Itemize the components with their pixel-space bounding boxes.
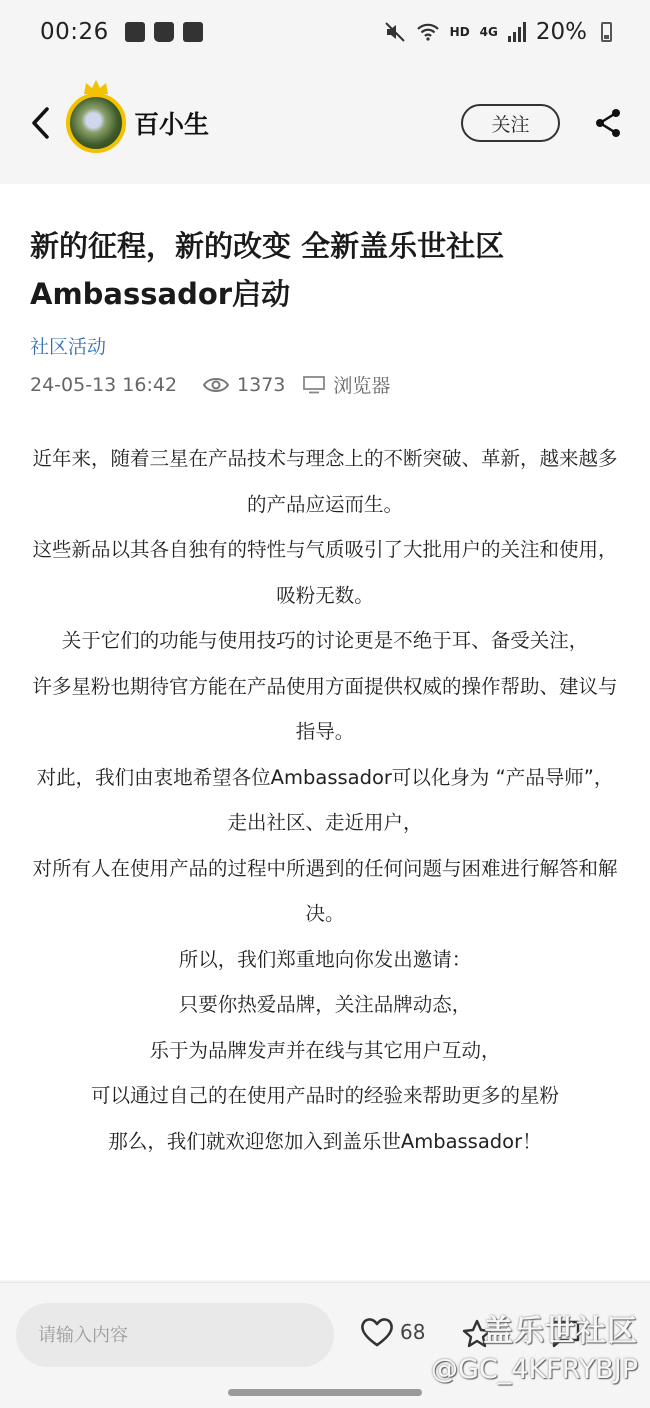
- post-datetime: 24-05-13 16:42: [30, 373, 178, 396]
- follow-button[interactable]: 关注: [461, 104, 560, 142]
- battery-percent: 20%: [535, 19, 587, 45]
- author-name[interactable]: 百小生: [134, 110, 210, 139]
- status-right: [384, 19, 612, 45]
- monitor-icon: [303, 376, 325, 394]
- author-avatar-wrap[interactable]: [66, 93, 126, 153]
- post-paragraph: 对此，我们由衷地希望各位Ambassador可以化身为 “产品导师”，: [36, 765, 614, 789]
- gallery-icon: [125, 22, 145, 42]
- home-indicator[interactable]: [228, 1389, 422, 1396]
- post-paragraph: 乐于为品牌发声并在线与其它用户互动，: [149, 1038, 501, 1062]
- heart-icon: [360, 1317, 394, 1347]
- status-time: 00:26: [40, 19, 109, 45]
- hd-indicator: HD: [449, 25, 470, 39]
- post-paragraph: 许多星粉也期待官方能在产品使用方面提供权威的操作帮助、建议与指导。: [32, 674, 618, 743]
- watermark-user: @GC_4KFRYBJP: [431, 1354, 638, 1385]
- post-paragraph: 这些新品以其各自独有的特性与气质吸引了大批用户的关注和使用，吸粉无数。: [32, 538, 618, 607]
- post-paragraph: 近年来，随着三星在产品技术与理念上的不断突破、革新，越来越多的产品应运而生。: [32, 447, 618, 516]
- avatar[interactable]: [66, 93, 126, 153]
- post-paragraph: 走出社区、走近用户，: [227, 811, 423, 834]
- comment-input[interactable]: [16, 1303, 334, 1367]
- post-meta: [30, 371, 620, 398]
- checkbox-icon: [183, 22, 203, 42]
- post-paragraph: 那么，我们就欢迎您加入到盖乐世Ambassador！: [108, 1129, 542, 1153]
- like-button[interactable]: [360, 1317, 425, 1347]
- back-button[interactable]: [22, 98, 58, 148]
- battery-icon: [601, 22, 612, 42]
- crown-icon: [83, 79, 109, 95]
- post-paragraph: 只要你热爱品牌，关注品牌动态，: [178, 993, 472, 1016]
- post-title: 新的征程，新的改变 全新盖乐世社区Ambassador启动: [30, 229, 505, 311]
- watermark-brand: 盖乐世社区: [483, 1314, 638, 1349]
- post-category-link[interactable]: 社区活动: [30, 336, 107, 358]
- post-header: [0, 64, 650, 182]
- post-body: [30, 436, 620, 1164]
- share-icon: [594, 108, 622, 138]
- shopping-bag-icon: [154, 22, 174, 42]
- post-content: [0, 184, 650, 1280]
- share-button[interactable]: [588, 103, 628, 143]
- post-views: 1373: [237, 373, 286, 396]
- chevron-left-icon: [29, 106, 51, 140]
- post-device: 浏览器: [333, 375, 391, 397]
- network-type: 4G: [479, 25, 498, 39]
- post-paragraph: 可以通过自己的在使用产品时的经验来帮助更多的星粉: [90, 1084, 559, 1107]
- signal-icon: [508, 22, 526, 42]
- status-bar: [0, 0, 650, 64]
- mute-icon: [384, 21, 406, 43]
- wifi-icon: [416, 22, 440, 42]
- post-paragraph: 所以，我们郑重地向你发出邀请：: [178, 947, 472, 971]
- eye-icon: [203, 376, 229, 394]
- post-paragraph: 对所有人在使用产品的过程中所遇到的任何问题与困难进行解答和解决。: [32, 856, 618, 925]
- like-count: 68: [400, 1320, 426, 1344]
- post-paragraph: 关于它们的功能与使用技巧的讨论更是不绝于耳、备受关注，: [61, 629, 589, 652]
